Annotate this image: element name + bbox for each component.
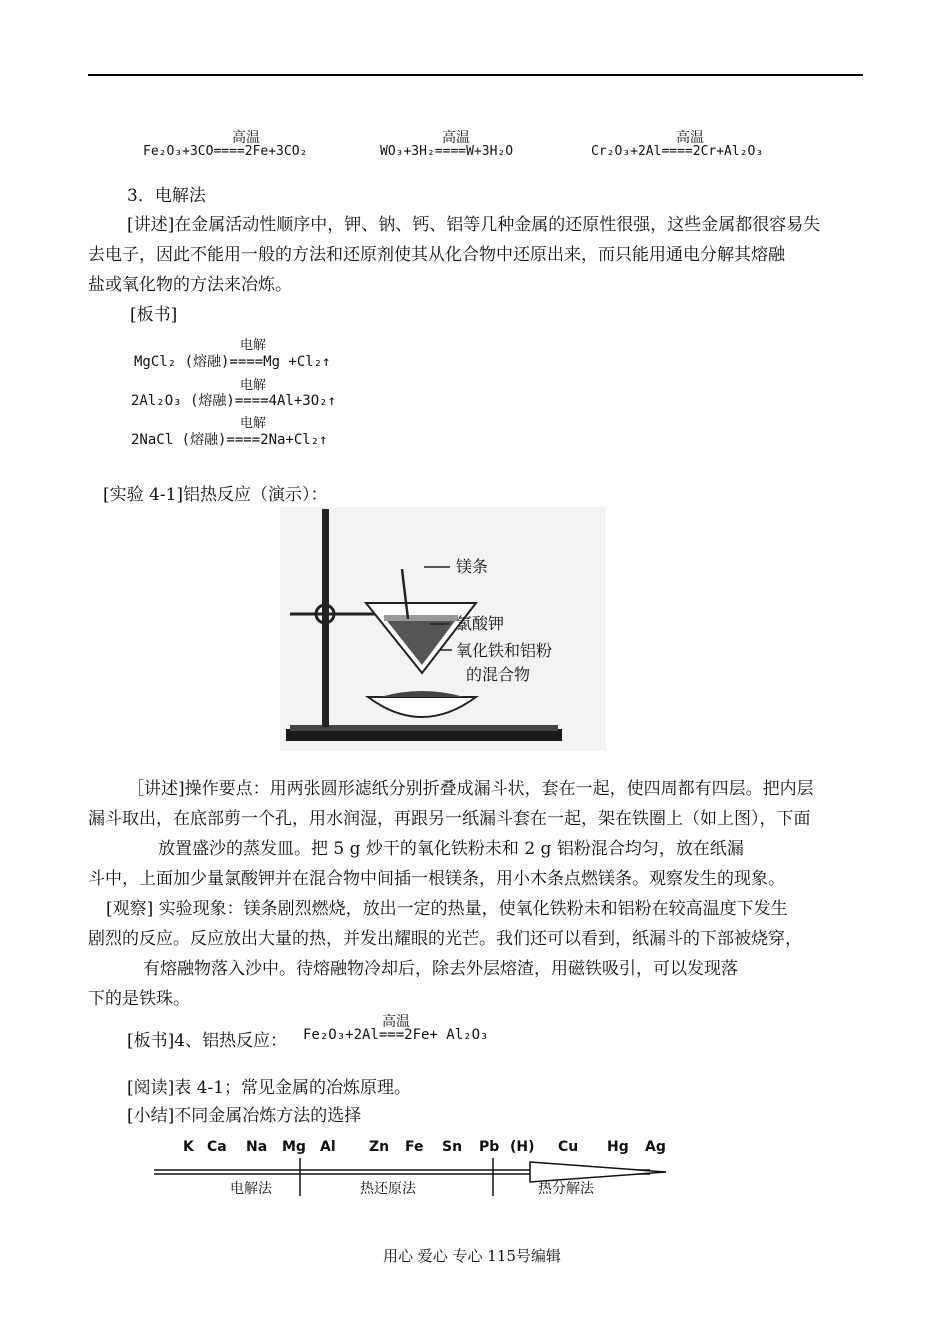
metal-sn: Sn	[442, 1139, 463, 1155]
metal-na: Na	[246, 1139, 268, 1155]
metal-zn: Zn	[369, 1139, 390, 1155]
heading-electrolysis: 3．电解法	[127, 186, 206, 206]
para3-line2: 剧烈的反应。反应放出大量的热，并发出耀眼的光芒。我们还可以看到，纸漏斗的下部被烧穿，	[88, 929, 802, 949]
equation-text: MgCl₂ (熔融)====Mg +Cl₂↑	[134, 354, 331, 370]
metal-fe: Fe	[405, 1139, 424, 1155]
method-thermal-reduction: 热还原法	[360, 1181, 416, 1197]
method-electrolysis: 电解法	[230, 1181, 272, 1197]
stand-rod	[322, 509, 329, 727]
metal-k: K	[183, 1139, 194, 1155]
thermite-apparatus-figure	[280, 507, 606, 751]
para3-line3: 有熔融物落入沙中。待熔融物冷却后，除去外层熔渣，用磁铁吸引，可以发现落	[143, 959, 738, 979]
condition-label: 电解	[240, 416, 267, 431]
label-magnesium: 镁条	[456, 557, 489, 576]
para3-line4: 下的是铁珠。	[88, 989, 190, 1009]
label-mixture-line1: 氧化铁和铝粉	[456, 641, 553, 660]
metal-ag: Ag	[645, 1139, 666, 1155]
metal-h: (H)	[510, 1139, 535, 1155]
label-mixture-line2: 的混合物	[466, 665, 531, 684]
metal-pb: Pb	[479, 1139, 500, 1155]
experiment-title: [实验 4-1]铝热反应（演示）：	[103, 485, 328, 505]
label-potassium-chlorate: 氯酸钾	[456, 614, 505, 633]
para2-line1: ［讲述]操作要点：用两张圆形滤纸分别折叠成漏斗状，套在一起，使四周都有四层。把内层	[127, 779, 814, 799]
page-footer: 用心 爱心 专心 115号编辑	[383, 1247, 561, 1265]
metal-ca: Ca	[207, 1139, 227, 1155]
para1-line2: 去电子，因此不能用一般的方法和还原剂使其从化合物中还原出来，而只能用通电分解其熔融	[88, 245, 785, 265]
board2-label: [板书]4、铝热反应：	[127, 1031, 288, 1051]
metal-cu: Cu	[558, 1139, 579, 1155]
para2-line3: 放置盛沙的蒸发皿。把 5 g 炒干的氧化铁粉未和 2 g 铝粉混合均匀，放在纸漏	[158, 839, 744, 859]
potassium-chlorate-layer	[384, 615, 458, 621]
para3-line1: [观察] 实验现象：镁条剧烈燃烧，放出一定的热量，使氧化铁粉未和铝粉在较高温度下发生	[106, 899, 788, 919]
metal-mg: Mg	[282, 1139, 306, 1155]
method-thermal-decomposition: 热分解法	[538, 1181, 594, 1197]
para1-line1: [讲述]在金属活动性顺序中，钾、钠、钙、铝等几种金属的还原性很强，这些金属都很容易失	[127, 215, 821, 235]
para2-line2: 漏斗取出，在底部剪一个孔，用水润湿，再跟另一纸漏斗套在一起，架在铁圈上（如上图），下面	[88, 809, 811, 829]
condition-label: 高温	[676, 130, 704, 146]
metal-al: Al	[320, 1139, 336, 1155]
condition-label: 电解	[240, 338, 267, 353]
metal-hg: Hg	[607, 1139, 629, 1155]
stand-base-top	[290, 725, 558, 731]
condition-label: 高温	[382, 1014, 410, 1030]
equation-text: 2Al₂O₃ (熔融)====4Al+3O₂↑	[131, 393, 337, 409]
header-rule	[88, 74, 863, 76]
condition-label: 电解	[240, 378, 267, 393]
equation-text: Fe₂O₃+2Al===2Fe+ Al₂O₃	[303, 1027, 489, 1043]
para2-line4: 斗中，上面加少量氯酸钾并在混合物中间插一根镁条，用小木条点燃镁条。观察发生的现象。	[88, 869, 785, 889]
reading-line: [阅读]表 4-1；常见金属的冶炼原理。	[127, 1078, 412, 1098]
equation-text: 2NaCl (熔融)====2Na+Cl₂↑	[131, 432, 328, 448]
condition-label: 高温	[232, 130, 260, 146]
condition-label: 高温	[442, 130, 470, 146]
board-label: [板书]	[130, 305, 178, 325]
para1-line3: 盐或氧化物的方法来冶炼。	[88, 275, 292, 295]
equation-text: WO₃+3H₂====W+3H₂O	[380, 144, 514, 159]
summary-line: [小结]不同金属冶炼方法的选择	[127, 1106, 362, 1126]
equation-text: Cr₂O₃+2Al====2Cr+Al₂O₃	[591, 144, 764, 159]
equation-text: Fe₂O₃+3CO====2Fe+3CO₂	[143, 144, 308, 159]
